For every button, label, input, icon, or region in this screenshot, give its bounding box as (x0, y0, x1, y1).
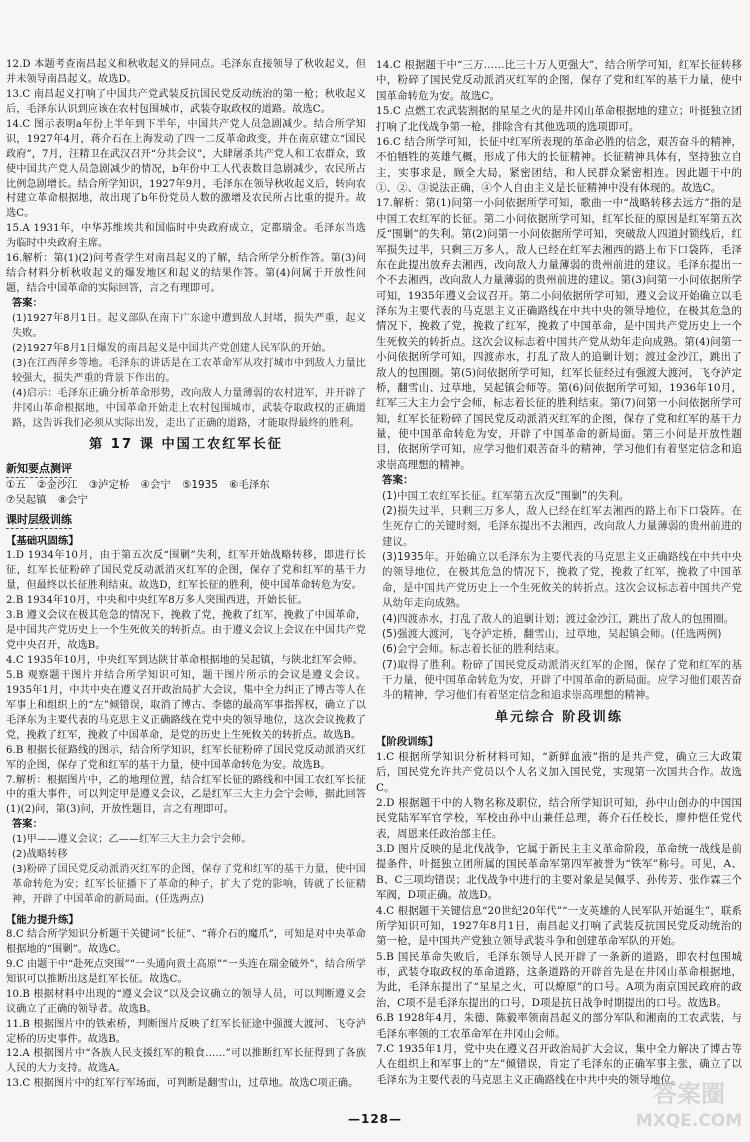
fill-answer: ⑥毛泽东 (229, 479, 270, 492)
handwritten-answer: (2)1927年8月1日爆发的南昌起义是中国共产党创建人民军队的开始。 (12, 342, 332, 354)
answer-item: 3.B 遵义会议在极其危急的情况下，挽救了党，挽救了红军，挽救了中国革命，是中国共产党历史上一个生死攸关的转折点。由于遵义会议上会议在中国共产党党中央召开，故选B。 (6, 610, 366, 652)
answer-label: 答案： (12, 298, 43, 309)
fill-answer: ⑤1935 (182, 479, 218, 492)
answer-item: 12.D 本题考查南昌起义和秋收起义的异同点。毛泽东直接领导了秋收起义，但并未领导南昌起义。故选D。 (6, 59, 366, 85)
answer-item: 14.C 根据题干中“三万……比三十万人更强大”，结合所学可知，红军长征转移中，粉碎了国民党反动派消灭红军的企图，保存了党和红军的基干力量，使中国革命转危为安。故选C。 (376, 59, 742, 102)
handwritten-answer: (2)战略转移 (12, 849, 68, 861)
fill-answer: ①五 (6, 479, 26, 492)
handwritten-answer: (4)四渡赤水，打乱了敌人的追剿计划；渡过金沙江，跳出了敌人的包围圈。 (382, 612, 735, 625)
answer-item: 7.解析：根据图片中，乙的地理位置，结合红军长征的路线和中国工农红军长征中的重大事件，可以判定甲是遵义会议，乙是红军三大主力会宁会师，据此回答(1)(2)问，第(3)问，开放性题目，言之有理即可。 (6, 774, 366, 816)
answer-item: 10.B 根据材料中出现的“遵义会议”以及会议确立的领导人员，可以判断遵义会议确立了正确的领导者。故选B。 (6, 988, 366, 1015)
answer-item: 6.B 根据长征路线的图示，结合所学知识，红军长征粉碎了国民党反动派消灭红军的企图，保存了党和红军的基干力量，使中国革命转危为安。故选B。 (6, 744, 366, 771)
handwritten-answer: (6)会宁会师。标志着长征的胜利结束。 (382, 643, 566, 656)
answer-item: 5.B 国民革命失败后，毛泽东领导人民开辟了一条新的道路，即农村包围城市，武装夺取政权的革命道路，这条道路的开辟首先是在井冈山革命根据地，为此，毛泽东提出了“星星之火，可以燎原”的口号。A项为南京国民政府的政治，C项不是毛泽东提出的口号，D项是抗日战争时期提出的口号。故选B。 (376, 950, 742, 1009)
answer-item: 6.B 1928年4月，朱德、陈毅率领南昌起义的部分军队和湘南的工农武装，与毛泽东率领的工农革命军在井冈山会师。 (376, 1012, 742, 1040)
basic-practice-tag: 【基础巩固练】 (6, 535, 79, 548)
answer-item: 7.C 1935年1月，党中央在遵义召开政治局扩大会议，集中全力解决了博古等人在组织上和军事上的“左”倾错误，肯定了毛泽东的正确军事主张，确立了以毛泽东为主要代表的马克思主义正确路线在中共中央的领导地位。 (376, 1042, 742, 1086)
handwritten-answer: (4)启示：毛泽东正确分析革命形势，改向敌人力量薄弱的农村进军，并开辟了井冈山革命根据地，中国革命开始走上农村包围城市，武装夺取政权的正确道路，这告诉我们必须从实际出发，走出了正确的道路，才能取得最终的胜利。 (12, 387, 366, 429)
stage-training-tag: 【阶段训练】 (376, 735, 439, 748)
answer-item: 3.D 图片反映的是北伐战争，它属于新民主主义革命阶段，革命统一战线是前提条件，叶挺独立团所属的国民革命军第四军被誉为“铁军”称号。可见，A、B、C三项均错误；北伐战争中进行的主要对象是吴佩孚、孙传芳、张作霖三个军阀，D项正确。故选D。 (376, 843, 742, 902)
unit-title: 单元综合 阶段训练 (494, 709, 624, 725)
answer-item: 11.B 根据图片中的铁索桥，判断图片反映了红军长征途中强渡大渡河、飞夺泸定桥的历史事件。故选B。 (6, 1018, 366, 1045)
answer-item: 4.C 1935年10月，中央红军到达陕甘革命根据地的吴起镇，与陕北红军会师。 (6, 655, 363, 666)
answer-item: 14.C 图示表明a年份上半年到下半年，中国共产党人员急剧减少。结合所学知识，1927年4月，蒋介石在上海发动了四一二反革命政变，并在南京建立“国民政府”，7月，汪精卫在武汉召开“分共会议”，大肆屠杀共产党人和工农群众，致使中国共产党人员急剧减少的情况，b年份中工人代表数目急剧减少，农民所占比例急剧增长。结合所学知识，1927年9月，毛泽东在领导秋收起义后，转向农村建立革命根据地，故出现了b年份党员人数的激增及农民所占比重的提升。故选C。 (6, 118, 366, 220)
fill-answer: ⑧会宁 (57, 494, 88, 507)
answer-item: 4.C 根据题干关键信息“20世纪20年代”“一支英雄的人民军队开始诞生”，联系所学知识可知，1927年8月1日，南昌起义打响了武装反抗国民党反动统治的第一枪，是中国共产党独立领导武装斗争和创建革命军队的开始。 (376, 904, 742, 948)
watermark-logo (634, 1072, 744, 1134)
right-column (376, 58, 742, 1088)
handwritten-answer: (3)在江西萍乡等地。毛泽东的讲话是在工农革命军从攻打城市中到敌人力量比较强大，损失严重的背景下作出的。 (12, 357, 366, 384)
answer-item: 5.B 观察题干图片并结合所学知识可知，题干图片所示的会议是遵义会议。1935年1月，中共中央在遵义召开政治局扩大会议，集中全力纠正了博古等人在军事上和组织上的“左”倾错误，取消了博古、李德的最高军事指挥权，确立了以毛泽东为主要代表的马克思主义正确路线在党中央的领导地位，这次会议挽救了党，挽救了红军，挽救了中国革命，是党的历史上生死攸关的转折点。故选B。 (6, 669, 366, 741)
handwritten-answer: (1)1927年8月1日。起义部队在南下广东途中遭到敌人封堵，损失严重，起义失败。 (12, 312, 366, 339)
section-heading-class-training: 课时层级训练 (6, 512, 72, 529)
answer-item: 15.C 点燃工农武装割据的星星之火的是井冈山革命根据地的建立；叶挺独立团打响了北伐战争第一枪，排除含有其他选项的选项即可。 (376, 105, 742, 133)
handwritten-answer: (3)1935年。开始确立以毛泽东为主要代表的马克思主义正确路线在中共中央的领导地位，在极其危急的情况下，挽救了党，挽救了红军，挽救了中国革命，是中国共产党历史上一个生死攸关的转折点。这次会议标志着中国共产党从幼年走向成熟。 (382, 551, 742, 610)
fill-answer: ③泸定桥 (88, 479, 130, 492)
handwritten-answer: (3)粉碎了国民党反动派消灭红军的企图，保存了党和红军的基干力量，使中国革命转危为安；红军长征播下了革命的种子，扩大了党的影响，铸就了长征精神，开辟了中国革命的新局面。(任选两点) (12, 864, 366, 905)
fill-answer: ②金沙江 (37, 479, 78, 492)
handwritten-answer: (1)中国工农红军长征。红军第五次反“围剿”的失利。 (382, 489, 630, 502)
section-heading-new-knowledge: 新知要点测评 (6, 461, 72, 478)
left-column (6, 58, 366, 1092)
answer-item: 2.D 根据题干中的人物名称及职位，结合所学知识可知，孙中山创办的中国国民党陆军军官学校，军校由孙中山兼任总理，蒋介石任校长，廖仲恺任党代表，周恩来任政治部主任。 (376, 796, 742, 840)
answer-item: 13.C 南昌起义打响了中国共产党武装反抗国民党反动统治的第一枪；秋收起义后，毛泽东认识到应该在农村包围城市，武装夺取政权的道路。故选C。 (6, 88, 366, 115)
ability-practice-tag: 【能力提升练】 (6, 913, 79, 926)
fill-answer: ④会宁 (140, 479, 171, 492)
answer-item: 1.D 1934年10月，由于第五次反“围剿”失利，红军开始战略转移，即进行长征，红军长征粉碎了国民党反动派消灭红军的企图，保存了党和红军的基干力量，但最终以长征胜利结束。故选D，红军长征的胜利，使中国革命转危为安。 (6, 550, 366, 592)
page-number: —128— (347, 1112, 403, 1126)
answer-item: 15.A 1931年，中华苏维埃共和国临时中央政府成立，定都瑞金。毛泽东当选为临时中央政府主席。 (6, 223, 366, 250)
answer-item: 13.C 根据图片中的红军行军场面，可判断是翻雪山，过草地。故选C项正确。 (6, 1078, 359, 1090)
answer-item: 2.B 1934年10月，中央和中央红军8万多人突围西进，开始长征。 (6, 595, 308, 607)
new-knowledge-answers (6, 478, 366, 508)
answer-item: 16.C 结合所学可知，长征中红军所表现的革命必胜的信念，艰苦奋斗的精神，不怕牺牲的英雄气概，形成了伟大的长征精神。长征精神具体有，坚持独立自主，实事求是，顾全大局，紧密团结，和人民群众紧密相连。因此题干中的①、②、③说法正确，④个人自由主义是长征精神中没有体现的。故选C。 (376, 135, 742, 194)
answer-item: 17.解析：第(1)问第一小问依据所学可知，歌曲一中“战略转移去远方”指的是中国工农红军的长征。第二小问依据所学可知，红军长征的原因是红军第五次反“围剿”的失利。第(2)问第一小问依据所学可知，突破敌人四道封锁线后，红军损失过半，只剩三万多人，敌人已经在红军去湘西的路上布下口袋阵，毛泽东在此提出放弃去湘西，改向敌人力量薄弱的贵州前进的建议。毛泽东提出一个不去湘西，改向敌人力量薄弱的贵州前进的建议。第(3)问第一小问依据所学可知，1935年遵义会议召开。第二小问依据所学可知，遵义会议开始确立以毛泽东为主要代表的马克思主义正确路线在中共中央的领导地位，在极其危急的情况下，挽救了党，挽救了红军，挽救了中国革命，是中国共产党历史上一个生死攸关的转折点。这次会议标志着中国共产党从幼年走向成熟。第(4)问第一小问依据所学可知，四渡赤水，打乱了敌人的追剿计划；渡过金沙江，跳出了敌人的包围圈。第(5)问依据所学可知，红军长征经过有强渡大渡河，飞夺泸定桥，翻雪山、过草地，吴起镇会师等。第(6)问依据所学可知，1936年10月，红军三大主力会宁会师，标志着长征的胜利结束。第(7)问第一小问依据所学可知，红军长征粉碎了国民党反动派消灭红军的企图，保存了党和红军的基干力量，使中国革命转危为安，开辟了中国革命的新局面。第三小问是开放性题目，依据所学可知，应学习他们艰苦奋斗的精神，学习他们有着坚定信念和追求崇高理想的精神。 (376, 197, 742, 471)
fill-answer: ⑦吴起镇 (6, 494, 47, 507)
handwritten-answer: (1)甲——遵义会议；乙——红军三大主力会宁会师。 (12, 834, 252, 846)
watermark-domain: MXQE.COM (635, 1111, 743, 1131)
handwritten-answer: (5)强渡大渡河，飞夺泸定桥，翻雪山，过草地，吴起镇会师。(任选两例) (382, 627, 722, 640)
lesson-title: 第 17 课 中国工农红军长征 (89, 437, 283, 453)
watermark-text: 答案圈 (653, 1080, 725, 1108)
answer-item: 1.C 根据所学知识分析材料可知，“新鲜血液”指的是共产党，确立三大政策后，国民党允许共产党员以个人名义加入国民党，实现第一次国共合作。故选C。 (376, 750, 742, 794)
answer-item: 8.C 结合所学知识分析题干关键词“长征”、“蒋介石的魔爪”，可知是对中央革命根据地的“围剿”。故选C。 (6, 928, 366, 955)
handwritten-answer: (7)取得了胜利。粉碎了国民党反动派消灭红军的企图，保存了党和红军的基干力量，使中国革命转危为安，开辟了中国革命的新局面。应学习他们艰苦奋斗的精神，学习他们有着坚定信念和追求崇高理想的精神。 (382, 658, 742, 702)
answer-item: 9.C 由题干中“赴死点突围”“一头通向贵土高原”“一头连在瑞金破外”，结合所学知识可以推断出这是红军长征。故选C。 (6, 958, 366, 985)
answer-item: 16.解析：第(1)(2)问考查学生对南昌起义的了解，结合所学分析作答。第(3)问结合材料分析秋收起义的爆发地区和起义的结果作答。第(4)问属于开放性问题，结合中国革命的实际回答，言之有理即可。 (6, 253, 366, 295)
answer-item: 12.A 根据图片中“各族人民支援红军的粮食……”可以推断红军长征得到了各族人民的大力支持。故选A。 (6, 1048, 366, 1075)
handwritten-answer: (2)损失过半，只剩三万多人，敌人已经在红军去湘西的路上布下口袋阵。在生死存亡的关键时刻，毛泽东提出不去湘西，改向敌人力量薄弱的贵州前进的建议。 (382, 504, 742, 548)
answer-label: 答案： (12, 819, 43, 831)
answer-label: 答案： (382, 474, 414, 487)
